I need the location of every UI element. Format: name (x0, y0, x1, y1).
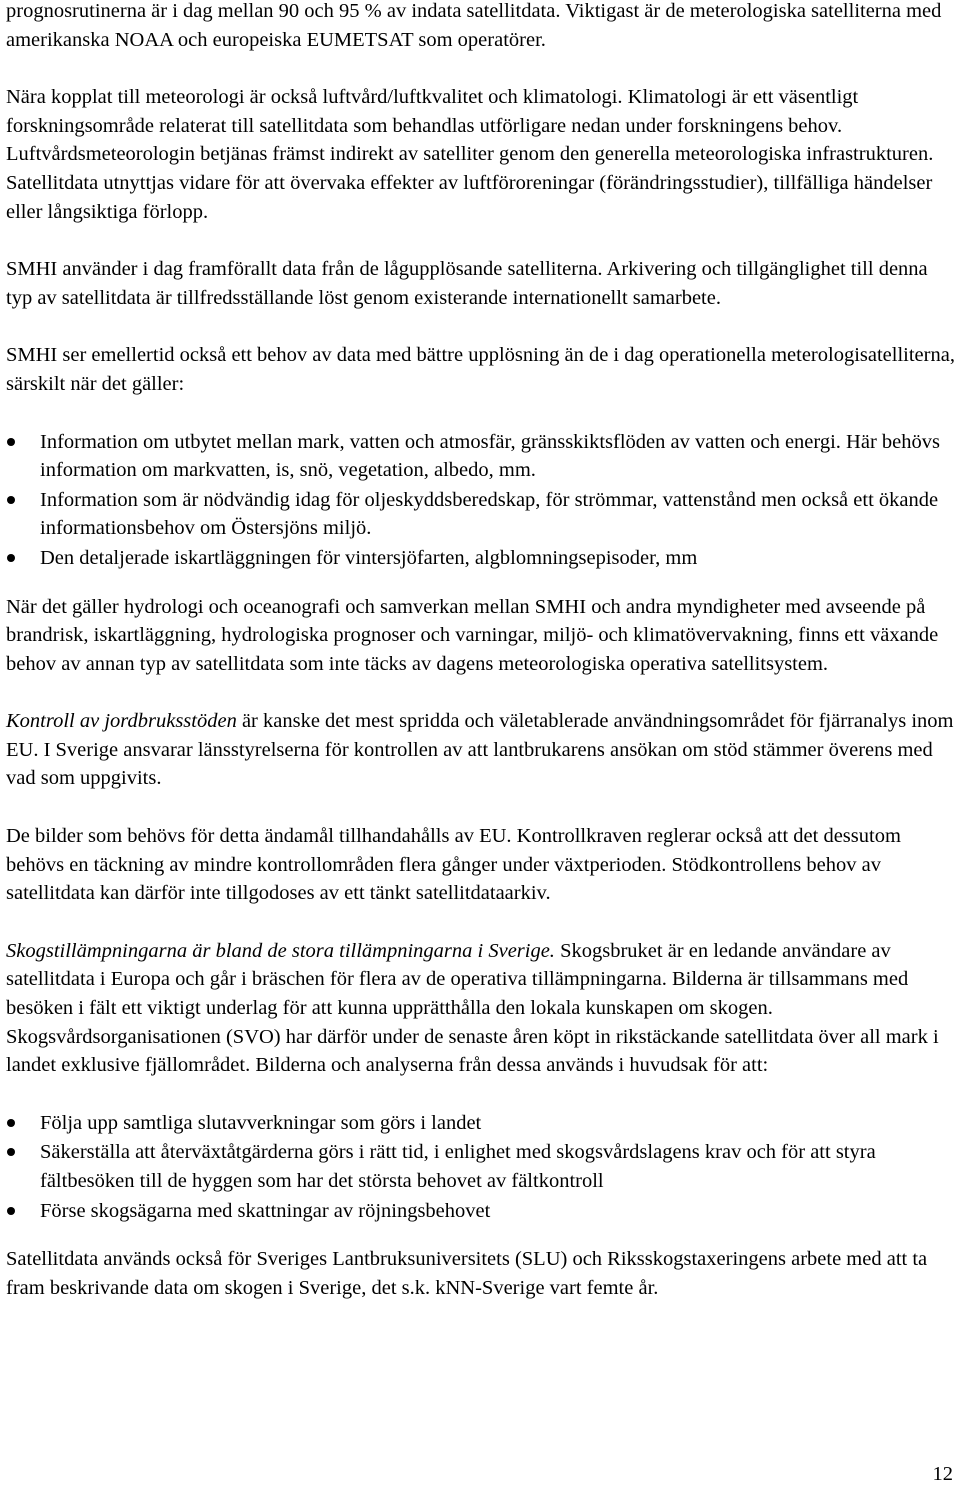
list-item (6, 1138, 956, 1195)
paragraph-smhi-low-resolution: SMHI använder i dag framförallt data från de lågupplösande satelliterna. Arkivering och tillgänglighet till denna typ av satellitdata är tillfredsställande löst genom existerande internationellt samarbete. (6, 258, 928, 309)
paragraph-satellite-operators: prognosrutinerna är i dag mellan 90 och 95 % av indata satellitdata. Viktigast är de meterologiska satelliterna med amerikanska NOAA och europeiska EUMETSAT som operatörer. (6, 0, 942, 51)
paragraph-forestry-applications (6, 937, 956, 1080)
list-item (6, 1197, 956, 1226)
list-item-text: Följa upp samtliga slutavverkningar som görs i landet (40, 1111, 482, 1134)
page-number: 12 (932, 1463, 953, 1485)
smhi-needs-list (6, 428, 956, 573)
paragraph-text: Skogsbruket är en ledande användare av satellitdata i Europa och går i bräschen för flera av de operativa tillämpningarna. Bilderna är tillsammans med besöken i fält ett viktigt underlag för att kunna upprätthålla den lokala kunskapen om skogen. Skogsvårdsorganisationen (SVO) har därför under de senaste åren köpt in rikstäckande satellitdata över all mark i landet exklusive fjällområdet. Bilderna och analyserna från dessa används i huvudsak för att: (6, 939, 939, 1077)
bullet-icon (7, 1207, 15, 1215)
forestry-uses-list (6, 1109, 956, 1225)
paragraph-slu-knn: Satellitdata används också för Sveriges Lantbruksuniversitets (SLU) och Riksskogstaxeringens arbete med att ta fram beskrivande data om skogen i Sverige, det s.k. kNN-Sverige vart femte år. (6, 1248, 928, 1299)
paragraph-eu-images: De bilder som behövs för detta ändamål tillhandahålls av EU. Kontrollkraven reglerar också att det dessutom behövs en täckning av mindre kontrollområden flera gånger under växtperioden. Stödkontrollens behov av satellitdata kan därför inte tillgodoses av ett tänkt satellitdataarkiv. (6, 825, 901, 905)
list-item-text: Information om utbytet mellan mark, vatten och atmosfär, gränsskiktsflöden av vatten och energi. Här behövs information om markvatten, is, snö, vegetation, albedo, mm. (40, 430, 940, 482)
paragraph-agricultural-subsidy-control (6, 707, 956, 793)
list-item-text: Information som är nödvändig idag för oljeskyddsberedskap, för strömmar, vattenstånd men också ett ökande informationsbehov om Östersjöns miljö. (40, 488, 939, 540)
paragraph-air-quality-climatology: Nära kopplat till meteorologi är också luftvård/luftkvalitet och klimatologi. Klimatologi är ett väsentligt forskningsområde relaterat till satellitdata som behandlas utförligare nedan under forskningens behov. Luftvårdsmeteorologin betjänas främst indirekt av satelliter genom den generella meteorologiska infrastrukturen. Satellitdata utnyttjas vidare för att övervaka effekter av luftföroreningar (förändringsstudier), tillfälliga händelser eller långsiktiga förlopp. (6, 86, 934, 223)
list-item (6, 1109, 956, 1138)
document-page (6, 0, 956, 1331)
list-item (6, 428, 956, 485)
italic-lead-agriculture: Kontroll av jordbruksstöden (6, 710, 237, 733)
bullet-icon (7, 1148, 15, 1156)
paragraph-text: är kanske det mest spridda och väletablerade användningsområdet för fjärranalys inom EU. I Sverige ansvarar länsstyrelserna för kontrollen av att lantbrukarens ansökan om stöd stämmer överens med vad som uppgivits. (6, 710, 954, 790)
bullet-icon (7, 554, 15, 562)
bullet-icon (7, 438, 15, 446)
bullet-icon (7, 496, 15, 504)
list-item (6, 486, 956, 543)
list-item (6, 544, 956, 573)
paragraph-smhi-needs: SMHI ser emellertid också ett behov av data med bättre upplösning än de i dag operationella meterologisatelliterna, särskilt när det gäller: (6, 344, 955, 395)
bullet-icon (7, 1119, 15, 1127)
list-item-text: Förse skogsägarna med skattningar av röjningsbehovet (40, 1199, 491, 1222)
paragraph-hydrology-oceanography: När det gäller hydrologi och oceanografi och samverkan mellan SMHI och andra myndigheter med avseende på brandrisk, iskartläggning, hydrologiska prognoser och varningar, miljö- och klimatövervakning, finns ett växande behov av annan typ av satellitdata som inte täcks av dagens meteorologiska operativa satellitsystem. (6, 595, 939, 675)
italic-lead-forestry: Skogstillämpningarna är bland de stora tillämpningarna i Sverige. (6, 939, 555, 962)
list-item-text: Säkerställa att återväxtåtgärderna görs i rätt tid, i enlighet med skogsvårdslagens krav och för att styra fältbesöken till de hyggen som har det största behovet av fältkontroll (40, 1141, 876, 1192)
list-item-text: Den detaljerade iskartläggningen för vintersjöfarten, algblomningsepisoder, mm (40, 546, 698, 569)
